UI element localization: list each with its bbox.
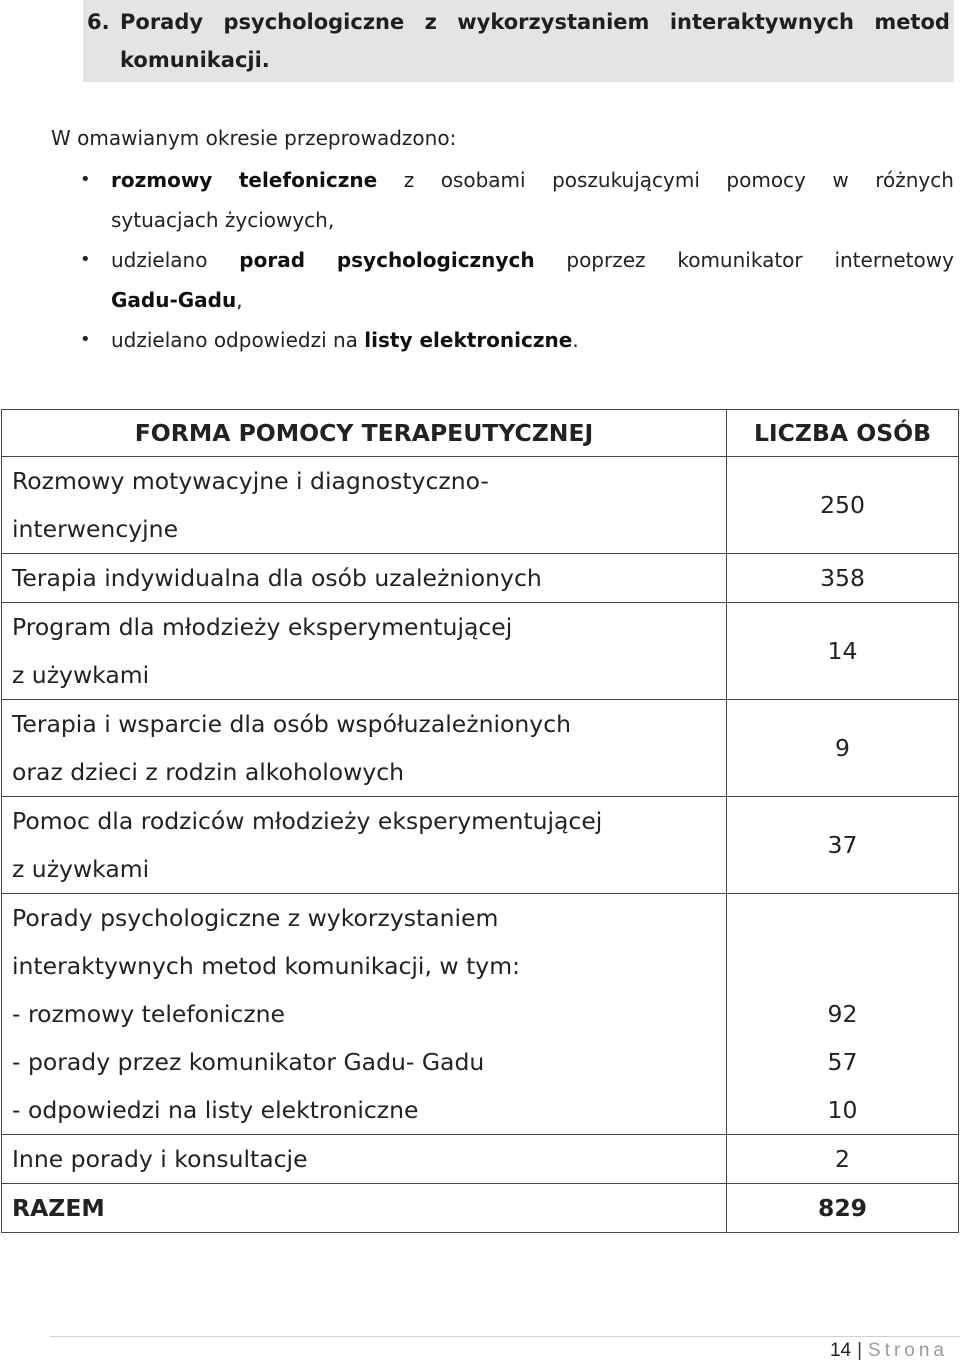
- footer-divider: [50, 1336, 960, 1337]
- group-item-label: - odpowiedzi na listy elektroniczne: [12, 1096, 419, 1124]
- bullet-word: porad: [239, 248, 306, 272]
- group-label: [2, 894, 727, 1135]
- table-row: [2, 603, 959, 700]
- bullet-list: [78, 160, 954, 360]
- row-label-line: Pomoc dla rodziców młodzieży eksperymentującej: [12, 807, 603, 835]
- row-label-line: oraz dzieci z rodzin alkoholowych: [12, 758, 405, 786]
- row-label-line: z używkami: [12, 661, 150, 689]
- bullet-word: telefoniczne: [238, 168, 378, 192]
- list-item: [78, 320, 954, 360]
- group-values: [727, 894, 959, 1135]
- table-row-group: [2, 894, 959, 1135]
- row-label-line: Rozmowy motywacyjne i diagnostyczno-: [12, 467, 489, 495]
- heading-word: metod: [874, 10, 950, 34]
- header-form: FORMA POMOCY TERAPEUTYCZNEJ: [2, 410, 727, 457]
- group-item-value: 92: [827, 1000, 858, 1028]
- bullet-line: [111, 160, 954, 200]
- row-label-line: Program dla młodzieży eksperymentującej: [12, 613, 513, 641]
- row-value: 14: [727, 603, 959, 700]
- bullet-line: [111, 240, 954, 280]
- row-label: [2, 797, 727, 894]
- row-label-line: interwencyjne: [12, 515, 179, 543]
- bullet-word: w: [832, 168, 849, 192]
- bullet-word: komunikator: [677, 248, 803, 272]
- row-label-line: Terapia i wsparcie dla osób współuzależnionych: [12, 710, 572, 738]
- group-item-value: 10: [827, 1096, 858, 1124]
- section-number: 6.: [87, 10, 110, 34]
- group-title-line: Porady psychologiczne z wykorzystaniem: [12, 904, 499, 932]
- heading-word: wykorzystaniem: [457, 10, 650, 34]
- bullet-bold-text: listy elektroniczne: [364, 328, 573, 352]
- table-row: [2, 1135, 959, 1184]
- row-label: Inne porady i konsultacje: [2, 1135, 727, 1184]
- page-footer: [830, 1340, 948, 1362]
- table-row: [2, 457, 959, 554]
- bullet-word: psychologicznych: [336, 248, 535, 272]
- intro-text: W omawianym okresie przeprowadzono:: [51, 126, 457, 150]
- bullet-word: poprzez: [566, 248, 646, 272]
- row-label: [2, 603, 727, 700]
- list-item: [78, 160, 954, 240]
- section-heading: [83, 0, 954, 82]
- group-item-label: - porady przez komunikator Gadu- Gadu: [12, 1048, 485, 1076]
- page-number: 14: [829, 1340, 852, 1361]
- bullet-word: pomocy: [726, 168, 806, 192]
- total-label: RAZEM: [2, 1184, 727, 1233]
- footer-separator: |: [857, 1340, 863, 1361]
- heading-word: interaktywnych: [669, 10, 854, 34]
- group-item-label: - rozmowy telefoniczne: [12, 1000, 286, 1028]
- row-label-line: z używkami: [12, 855, 150, 883]
- row-label: [2, 700, 727, 797]
- row-label: [2, 554, 727, 603]
- bullet-word: internetowy: [834, 248, 954, 272]
- bullet-line: [111, 280, 954, 320]
- list-item: [78, 240, 954, 320]
- total-value: 829: [727, 1184, 959, 1233]
- table-total-row: [2, 1184, 959, 1233]
- section-heading-line2: komunikacji.: [120, 48, 270, 72]
- table-row: [2, 700, 959, 797]
- row-value: 37: [727, 797, 959, 894]
- page-label: Strona: [868, 1340, 948, 1361]
- row-label-line: Terapia indywidualna dla osób uzależnionych: [12, 564, 542, 592]
- row-value: 358: [727, 554, 959, 603]
- bullet-word: • udzielano: [111, 248, 208, 272]
- row-value: 2: [727, 1135, 959, 1184]
- bullet-line: sytuacjach życiowych,: [111, 208, 335, 232]
- bullet-word: poszukującymi: [552, 168, 700, 192]
- bullet-word: z: [403, 168, 415, 192]
- table-row: [2, 554, 959, 603]
- row-value: 250: [727, 457, 959, 554]
- bullet-text: ,: [236, 288, 243, 312]
- table-header-row: [2, 410, 959, 457]
- bullet-word: różnych: [875, 168, 954, 192]
- heading-word: z: [424, 10, 437, 34]
- bullet-text: .: [572, 328, 579, 352]
- bullet-word: osobami: [440, 168, 526, 192]
- bullet-text: udzielano odpowiedzi na: [111, 328, 365, 352]
- bullet-bold-text: Gadu-Gadu: [111, 288, 237, 312]
- therapy-stats-table: [1, 409, 959, 1233]
- group-title-line: interaktywnych metod komunikacji, w tym:: [12, 952, 521, 980]
- table-row: [2, 797, 959, 894]
- group-item-value: 57: [827, 1048, 858, 1076]
- header-count: LICZBA OSÓB: [727, 410, 959, 457]
- row-label: [2, 457, 727, 554]
- row-value: 9: [727, 700, 959, 797]
- heading-word: Porady: [120, 10, 204, 34]
- heading-word: psychologiczne: [223, 10, 405, 34]
- bullet-word: • rozmowy: [111, 168, 213, 192]
- section-heading-line1: [120, 3, 954, 41]
